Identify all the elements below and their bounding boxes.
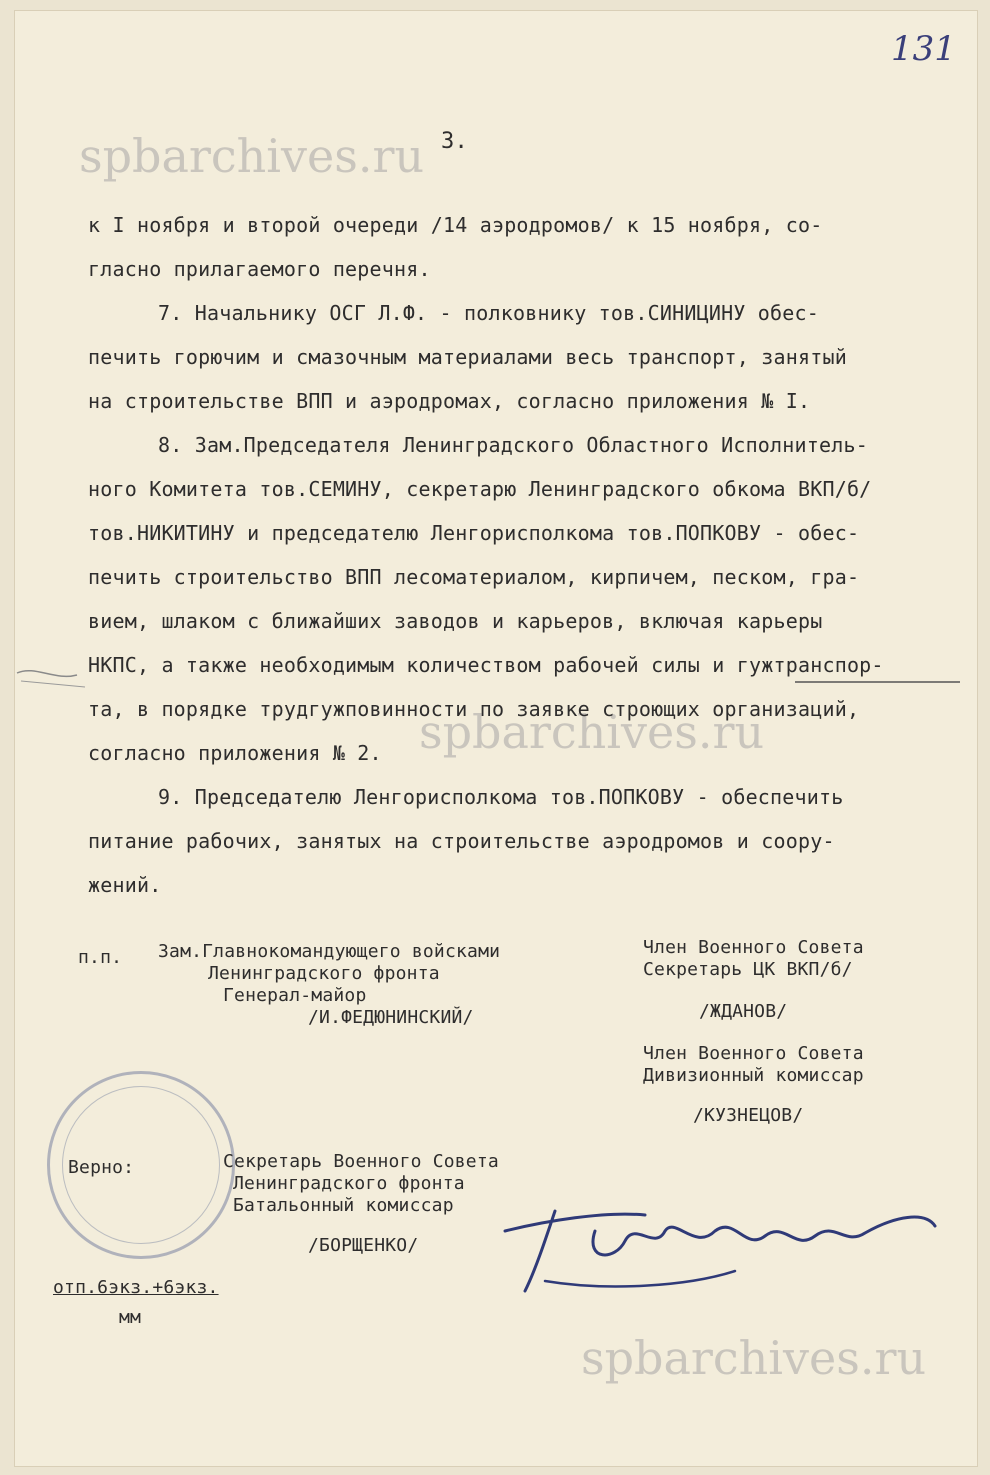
- right-sign-line: Дивизионный комиссар: [643, 1065, 864, 1086]
- body-line: вием, шлаком с ближайших заводов и карьеров, включая карьеры: [88, 609, 823, 633]
- body-line: согласно приложения № 2.: [88, 741, 382, 765]
- secretary-line: Секретарь Военного Совета: [223, 1151, 499, 1172]
- right-sign-line: /КУЗНЕЦОВ/: [693, 1105, 804, 1126]
- sheet-number: 3.: [441, 129, 468, 154]
- watermark: spbarchives.ru: [419, 705, 765, 759]
- body-line: питание рабочих, занятых на строительстве аэродромов и соору-: [88, 829, 835, 853]
- body-line: к I ноября и второй очереди /14 аэродромов/ к 15 ноября, со-: [88, 213, 823, 237]
- body-line: гласно прилагаемого перечня.: [88, 257, 431, 281]
- body-line: печить горючим и смазочным материалами весь транспорт, занятый: [88, 345, 847, 369]
- left-sign-line: Ленинградского фронта: [208, 963, 440, 984]
- pp-label: п.п.: [78, 947, 123, 968]
- body-line: тов.НИКИТИНУ и председателю Ленгорисполкома тов.ПОПКОВУ - обес-: [88, 521, 860, 545]
- body-line: печить строительство ВПП лесоматериалом, кирпичем, песком, гра-: [88, 565, 860, 589]
- secretary-line: /БОРЩЕНКО/: [308, 1235, 419, 1256]
- left-sign-line: /И.ФЕДЮНИНСКИЙ/: [308, 1007, 474, 1028]
- watermark: spbarchives.ru: [581, 1331, 927, 1385]
- secretary-line: Ленинградского фронта: [233, 1173, 465, 1194]
- left-sign-line: Зам.Главнокомандующего войсками: [158, 941, 501, 962]
- right-sign-line: Секретарь ЦК ВКП/б/: [643, 959, 853, 980]
- left-sign-line: Генерал-майор: [223, 985, 367, 1006]
- page-number: 131: [891, 29, 956, 69]
- body-line: 7. Начальнику ОСГ Л.Ф. - полковнику тов.СИНИЦИНУ обес-: [158, 301, 820, 325]
- right-sign-line: Член Военного Совета: [643, 937, 864, 958]
- verno-label: Верно:: [68, 1157, 135, 1178]
- handwritten-signature: [485, 1191, 955, 1311]
- right-sign-line: Член Военного Совета: [643, 1043, 864, 1064]
- secretary-line: Батальонный комиссар: [233, 1195, 454, 1216]
- copies-note: отп.6экз.+6экз.: [53, 1277, 219, 1298]
- body-line: 9. Председателю Ленгорисполкома тов.ПОПКОВУ - обеспечить: [158, 785, 844, 809]
- initials-note: мм: [119, 1307, 142, 1328]
- right-sign-line: /ЖДАНОВ/: [699, 1001, 788, 1022]
- body-line: 8. Зам.Председателя Ленинградского Областного Исполнитель-: [158, 433, 868, 457]
- watermark: spbarchives.ru: [79, 129, 425, 183]
- underline-mark: [795, 677, 965, 687]
- body-line: на строительстве ВПП и аэродромах, согласно приложения № I.: [88, 389, 811, 413]
- body-line: ного Комитета тов.СЕМИНУ, секретарю Ленинградского обкома ВКП/б/: [88, 477, 872, 501]
- body-line: жений.: [88, 873, 162, 897]
- body-line: НКПС, а также необходимым количеством рабочей силы и гужтранспор-: [88, 653, 884, 677]
- body-line: та, в порядке трудгужповинности по заявке строющих организаций,: [88, 697, 860, 721]
- document-page: [14, 10, 978, 1467]
- pencil-mark: [15, 651, 105, 711]
